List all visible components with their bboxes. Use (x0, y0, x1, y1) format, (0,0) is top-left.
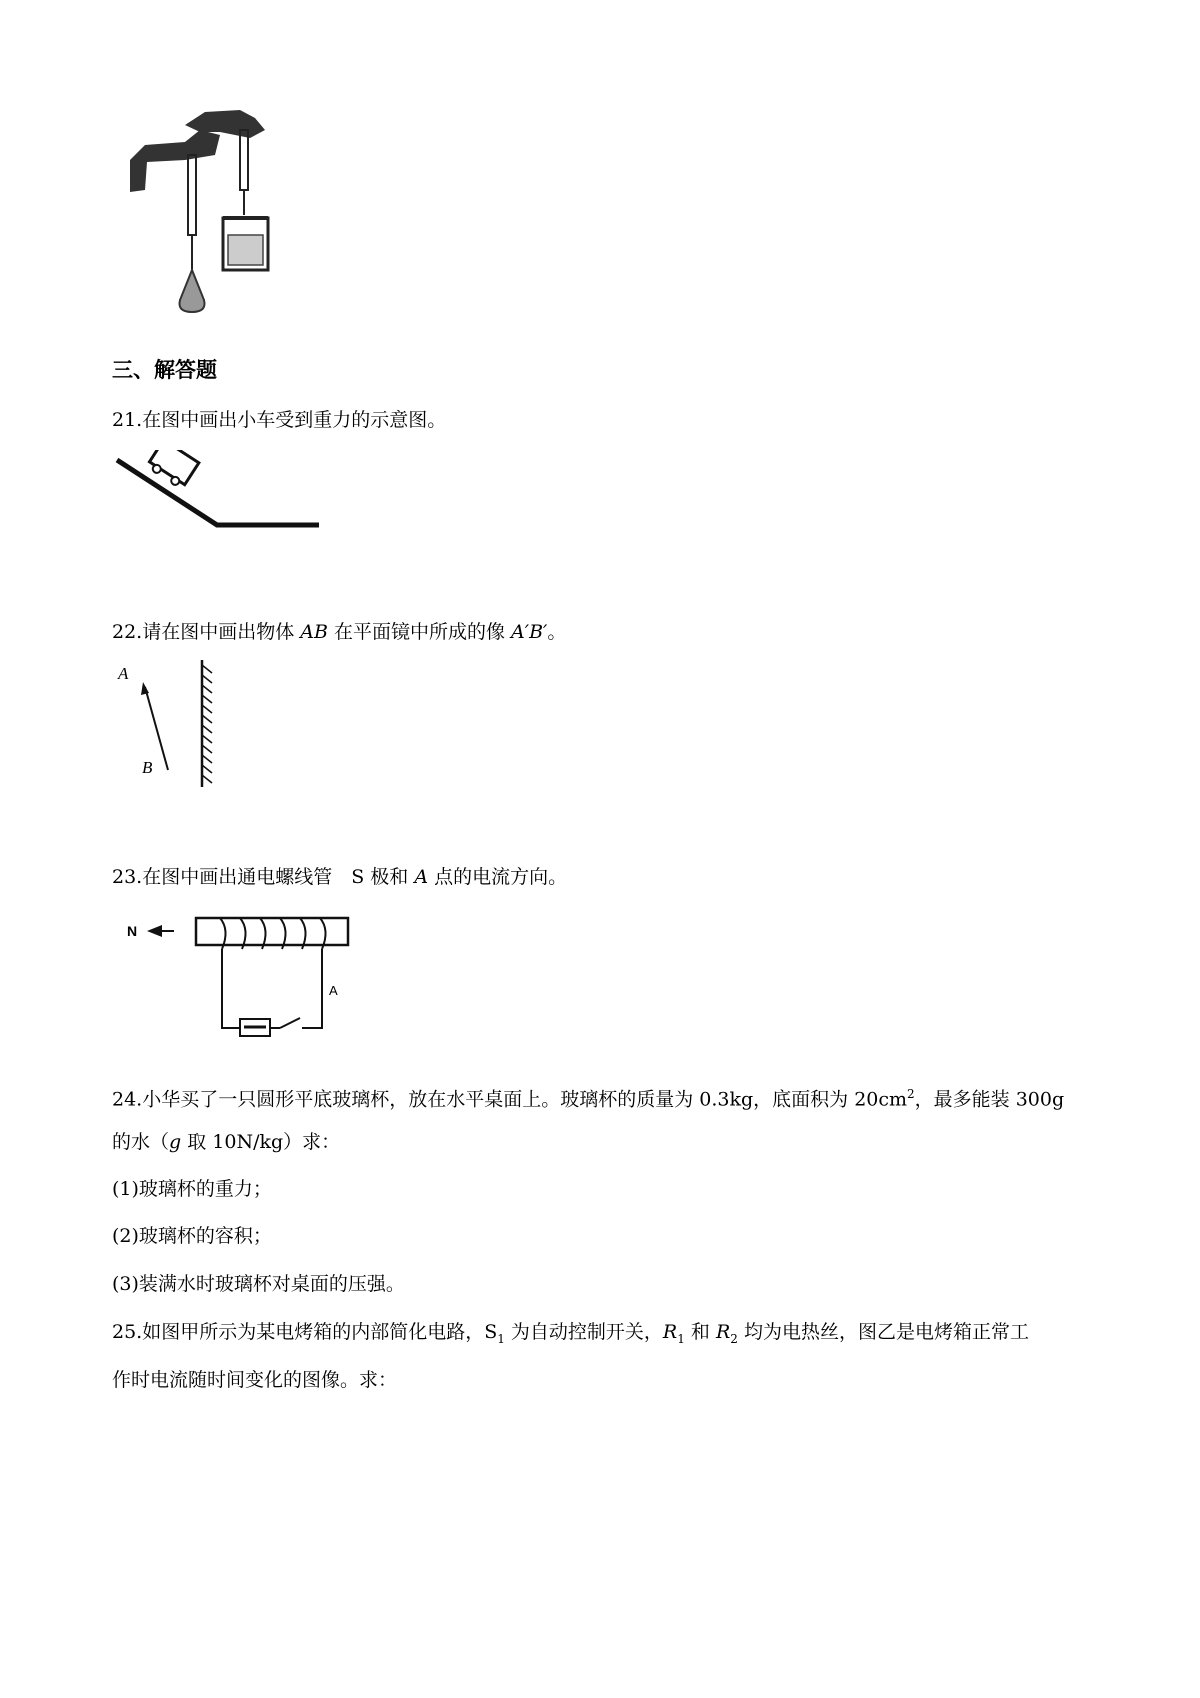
label-a: A (118, 664, 129, 683)
label-point-a: A (329, 983, 338, 998)
label-b: B (142, 758, 153, 777)
plane-mirror-figure (112, 655, 232, 795)
question-22: 22.请在图中画出物体 AB 在平面镜中所成的像 A′B′。 (112, 621, 567, 643)
incline-cart-figure (112, 450, 327, 540)
question-24-item-1: (1)玻璃杯的重力； (112, 1178, 272, 1200)
question-21: 21.在图中画出小车受到重力的示意图。 (112, 409, 447, 431)
label-n: N (127, 923, 138, 939)
question-24-line1: 24.小华买了一只圆形平底玻璃杯，放在水平桌面上。玻璃杯的质量为 0.3kg，底面积为 $20cm^2$，最多能装 300g (112, 1087, 1065, 1111)
question-25-line2: 作时电流随时间变化的图像。求： (112, 1369, 398, 1391)
question-24-item-2: (2)玻璃杯的容积； (112, 1225, 272, 1247)
section-heading: 三、解答题 (112, 358, 217, 382)
question-25-line1: 25.如图甲所示为某电烤箱的内部简化电路，$S_1$ 为自动控制开关，$R_1$ 和 $R_2$ 均为电热丝，图乙是电烤箱正常工 (112, 1321, 1029, 1346)
question-24-line2: 的水（g 取 10N/kg）求： (112, 1131, 341, 1153)
spring-scale-figure (125, 100, 295, 325)
solenoid-circuit-figure (122, 915, 362, 1040)
question-24-item-3: (3)装满水时玻璃杯对桌面的压强。 (112, 1273, 405, 1295)
question-23: 23.在图中画出通电螺线管 S 极和 A 点的电流方向。 (112, 866, 568, 888)
